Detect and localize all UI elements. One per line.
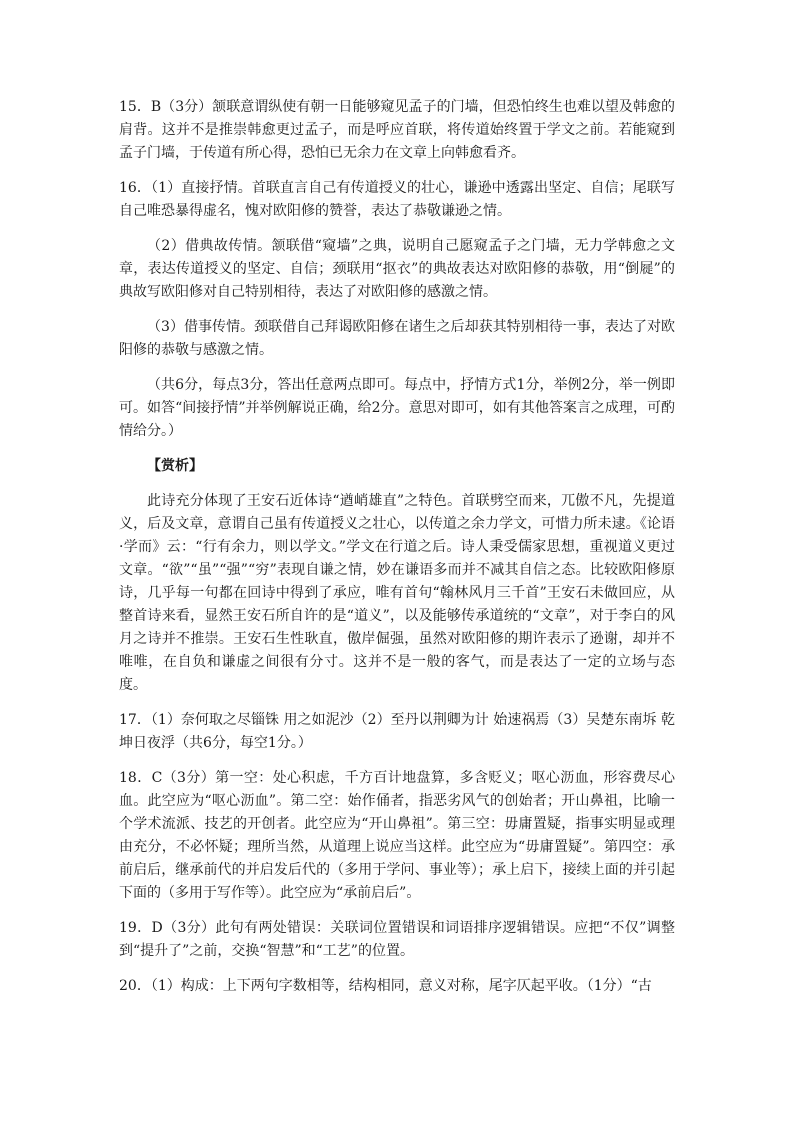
- answer-document: [119, 96, 675, 998]
- appreciation-heading: 【赏析】: [147, 458, 203, 474]
- answer-q19: 19．D（3分）此句有两处错误：关联词位置错误和词语排序逻辑错误。应把“不仅”调整到“提升了”之前，交换“智慧”和“工艺”的位置。: [119, 920, 675, 959]
- appreciation-text: 此诗充分体现了王安石近体诗“遒峭雄直”之特色。首联劈空而来，兀傲不凡，先提道义，后及文章，意谓自己虽有传道授义之壮心，以传道之余力学文，可惜力所未逮。《论语·学而》云：“行有余力，则以学文。”学文在行道之后。诗人秉受儒家思想，重视道义更过文章。“欲”“虽”“强”“穷”表现自谦之情，妙在谦语多而并不减其自信之态。比较欧阳修原诗，几乎每一句都在回诗中得到了承应，唯有首句“翰林风月三千首”王安石未做回应，从整首诗来看，显然王安石所自许的是“道义”，以及能够传承道统的“文章”，对于李白的风月之诗并不推崇。王安石生性耿直，傲岸倔强，虽然对欧阳修的期许表示了逊谢，却并不唯唯，在自负和谦虚之间很有分寸。这并不是一般的客气，而是表达了一定的立场与态度。: [119, 493, 675, 693]
- answer-q17: 17．（1）奈何取之尽锱铢 用之如泥沙（2）至丹以荆卿为计 始速祸焉（3）吴楚东南坼 乾坤日夜浮（共6分，每空1分。）: [119, 712, 675, 751]
- answer-q16-part2: （2）借典故传情。颔联借“窥墙”之典，说明自己愿窥孟子之门墙，无力学韩愈之文章，表达传道授义的坚定、自信；颈联用“抠衣”的典故表达对欧阳修的恭敬，用“倒屣”的典故写欧阳修对自己特别相待，表达了对欧阳修的感激之情。: [119, 238, 675, 300]
- answer-q18: 18．C（3分）第一空：处心积虑，千方百计地盘算，多含贬义；呕心沥血，形容费尽心血。此空应为“呕心沥血”。第二空：始作俑者，指恶劣风气的创始者；开山鼻祖，比喻一个学术流派、技艺的开创者。此空应为“开山鼻祖”。第三空：毋庸置疑，指事实明显或理由充分，不必怀疑；理所当然，从道理上说应当这样。此空应为“毋庸置疑”。第四空：承前启后，继承前代的并启发后代的（多用于学问、事业等）；承上启下，接续上面的并引起下面的（多用于写作等）。此空应为“承前启后”。: [119, 770, 675, 901]
- answer-q15: 15．B（3分）颔联意谓纵使有朝一日能够窥见孟子的门墙，但恐怕终生也难以望及韩愈的肩背。这并不是推崇韩愈更过孟子，而是呼应首联，将传道始终置于学文之前。若能窥到孟子门墙，于传道有所心得，恐怕已无余力在文章上向韩愈看齐。: [119, 99, 675, 161]
- answer-q20: 20．（1）构成：上下两句字数相等，结构相同，意义对称，尾字仄起平收。（1分）“古: [119, 978, 652, 994]
- answer-q16-scoring-note: （共6分，每点3分，答出任意两点即可。每点中，抒情方式1分，举例2分，举一例即可。如答“间接抒情”并举例解说正确，给2分。意思对即可，如有其他答案言之成理，可酌情给分。）: [119, 377, 675, 439]
- answer-q16-part3: （3）借事传情。颈联借自己拜谒欧阳修在诸生之后却获其特别相待一事，表达了对欧阳修的恭敬与感激之情。: [119, 319, 675, 358]
- answer-q16-part1: 16．（1）直接抒情。首联直言自己有传道授义的壮心，谦逊中透露出坚定、自信；尾联写自己唯恐暴得虚名，愧对欧阳修的赞誉，表达了恭敬谦逊之情。: [119, 180, 675, 219]
